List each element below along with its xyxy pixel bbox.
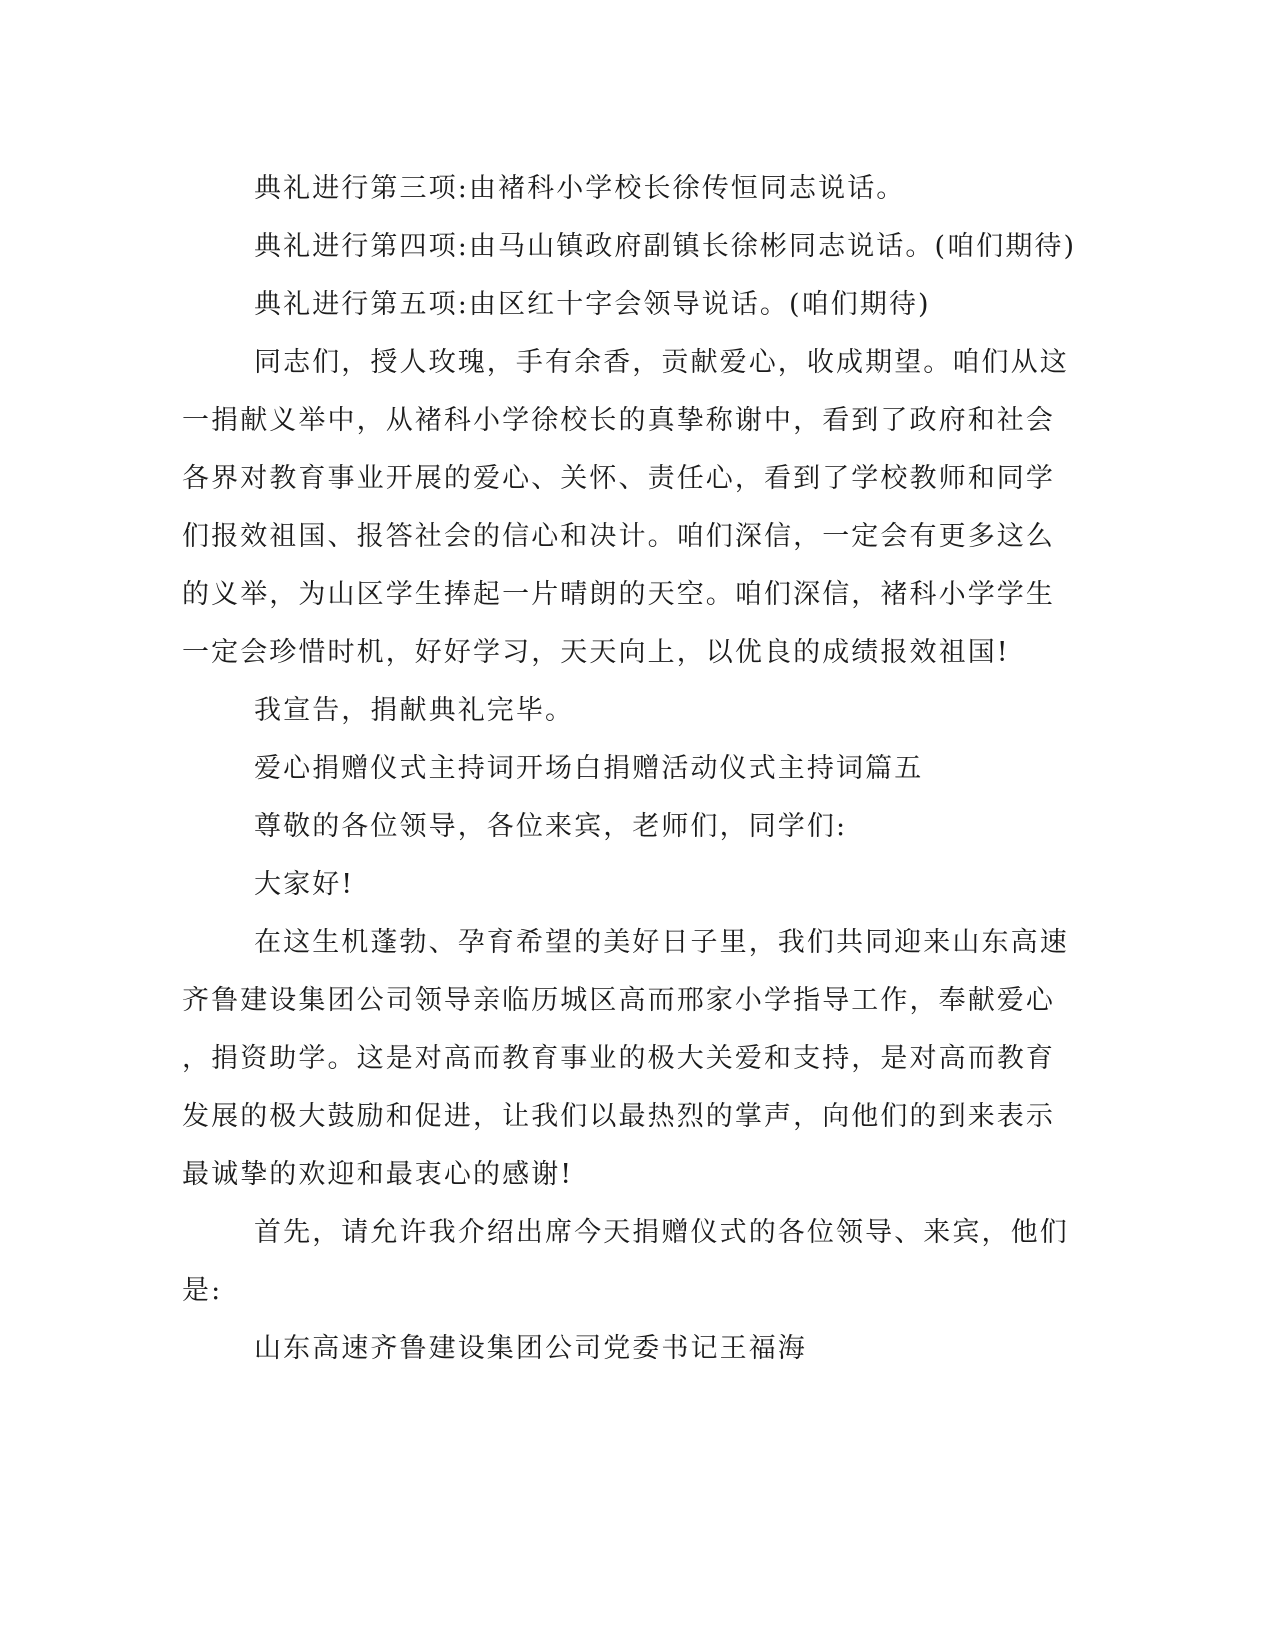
text-line: 发展的极大鼓励和促进，让我们以最热烈的掌声，向他们的到来表示 xyxy=(182,1101,1055,1132)
text-line: 典礼进行第三项:由褚科小学校长徐传恒同志说话。 xyxy=(254,173,906,204)
text-line: 一捐献义举中，从褚科小学徐校长的真挚称谢中，看到了政府和社会 xyxy=(182,405,1055,436)
text-line: 同志们，授人玫瑰，手有余香，贡献爱心，收成期望。咱们从这 xyxy=(254,347,1069,378)
text-line: 尊敬的各位领导，各位来宾，老师们，同学们: xyxy=(254,811,848,842)
text-line: 各界对教育事业开展的爱心、关怀、责任心，看到了学校教师和同学 xyxy=(182,463,1055,494)
text-line: ，捐资助学。这是对高而教育事业的极大关爱和支持，是对高而教育 xyxy=(182,1043,1055,1074)
text-line: 在这生机蓬勃、孕育希望的美好日子里，我们共同迎来山东高速 xyxy=(254,927,1069,958)
text-line: 的义举，为山区学生捧起一片晴朗的天空。咱们深信，褚科小学学生 xyxy=(182,579,1055,610)
text-line: 山东高速齐鲁建设集团公司党委书记王福海 xyxy=(254,1333,807,1364)
text-line: 们报效祖国、报答社会的信心和决计。咱们深信，一定会有更多这么 xyxy=(182,521,1055,552)
text-line: 最诚挚的欢迎和最衷心的感谢! xyxy=(182,1159,574,1190)
text-line: 我宣告，捐献典礼完毕。 xyxy=(254,695,575,726)
text-line: 大家好! xyxy=(254,869,355,900)
section-heading: 爱心捐赠仪式主持词开场白捐赠活动仪式主持词篇五 xyxy=(254,753,924,784)
text-line: 齐鲁建设集团公司领导亲临历城区高而邢家小学指导工作，奉献爱心 xyxy=(182,985,1055,1016)
text-line: 典礼进行第五项:由区红十字会领导说话。(咱们期待) xyxy=(254,289,931,320)
text-line: 一定会珍惜时机，好好学习，天天向上，以优良的成绩报效祖国! xyxy=(182,637,1010,668)
document-body xyxy=(182,160,1077,1378)
text-line: 首先，请允许我介绍出席今天捐赠仪式的各位领导、来宾，他们 xyxy=(254,1217,1069,1248)
text-line: 典礼进行第四项:由马山镇政府副镇长徐彬同志说话。(咱们期待) xyxy=(254,231,1077,262)
text-line: 是: xyxy=(182,1275,223,1306)
